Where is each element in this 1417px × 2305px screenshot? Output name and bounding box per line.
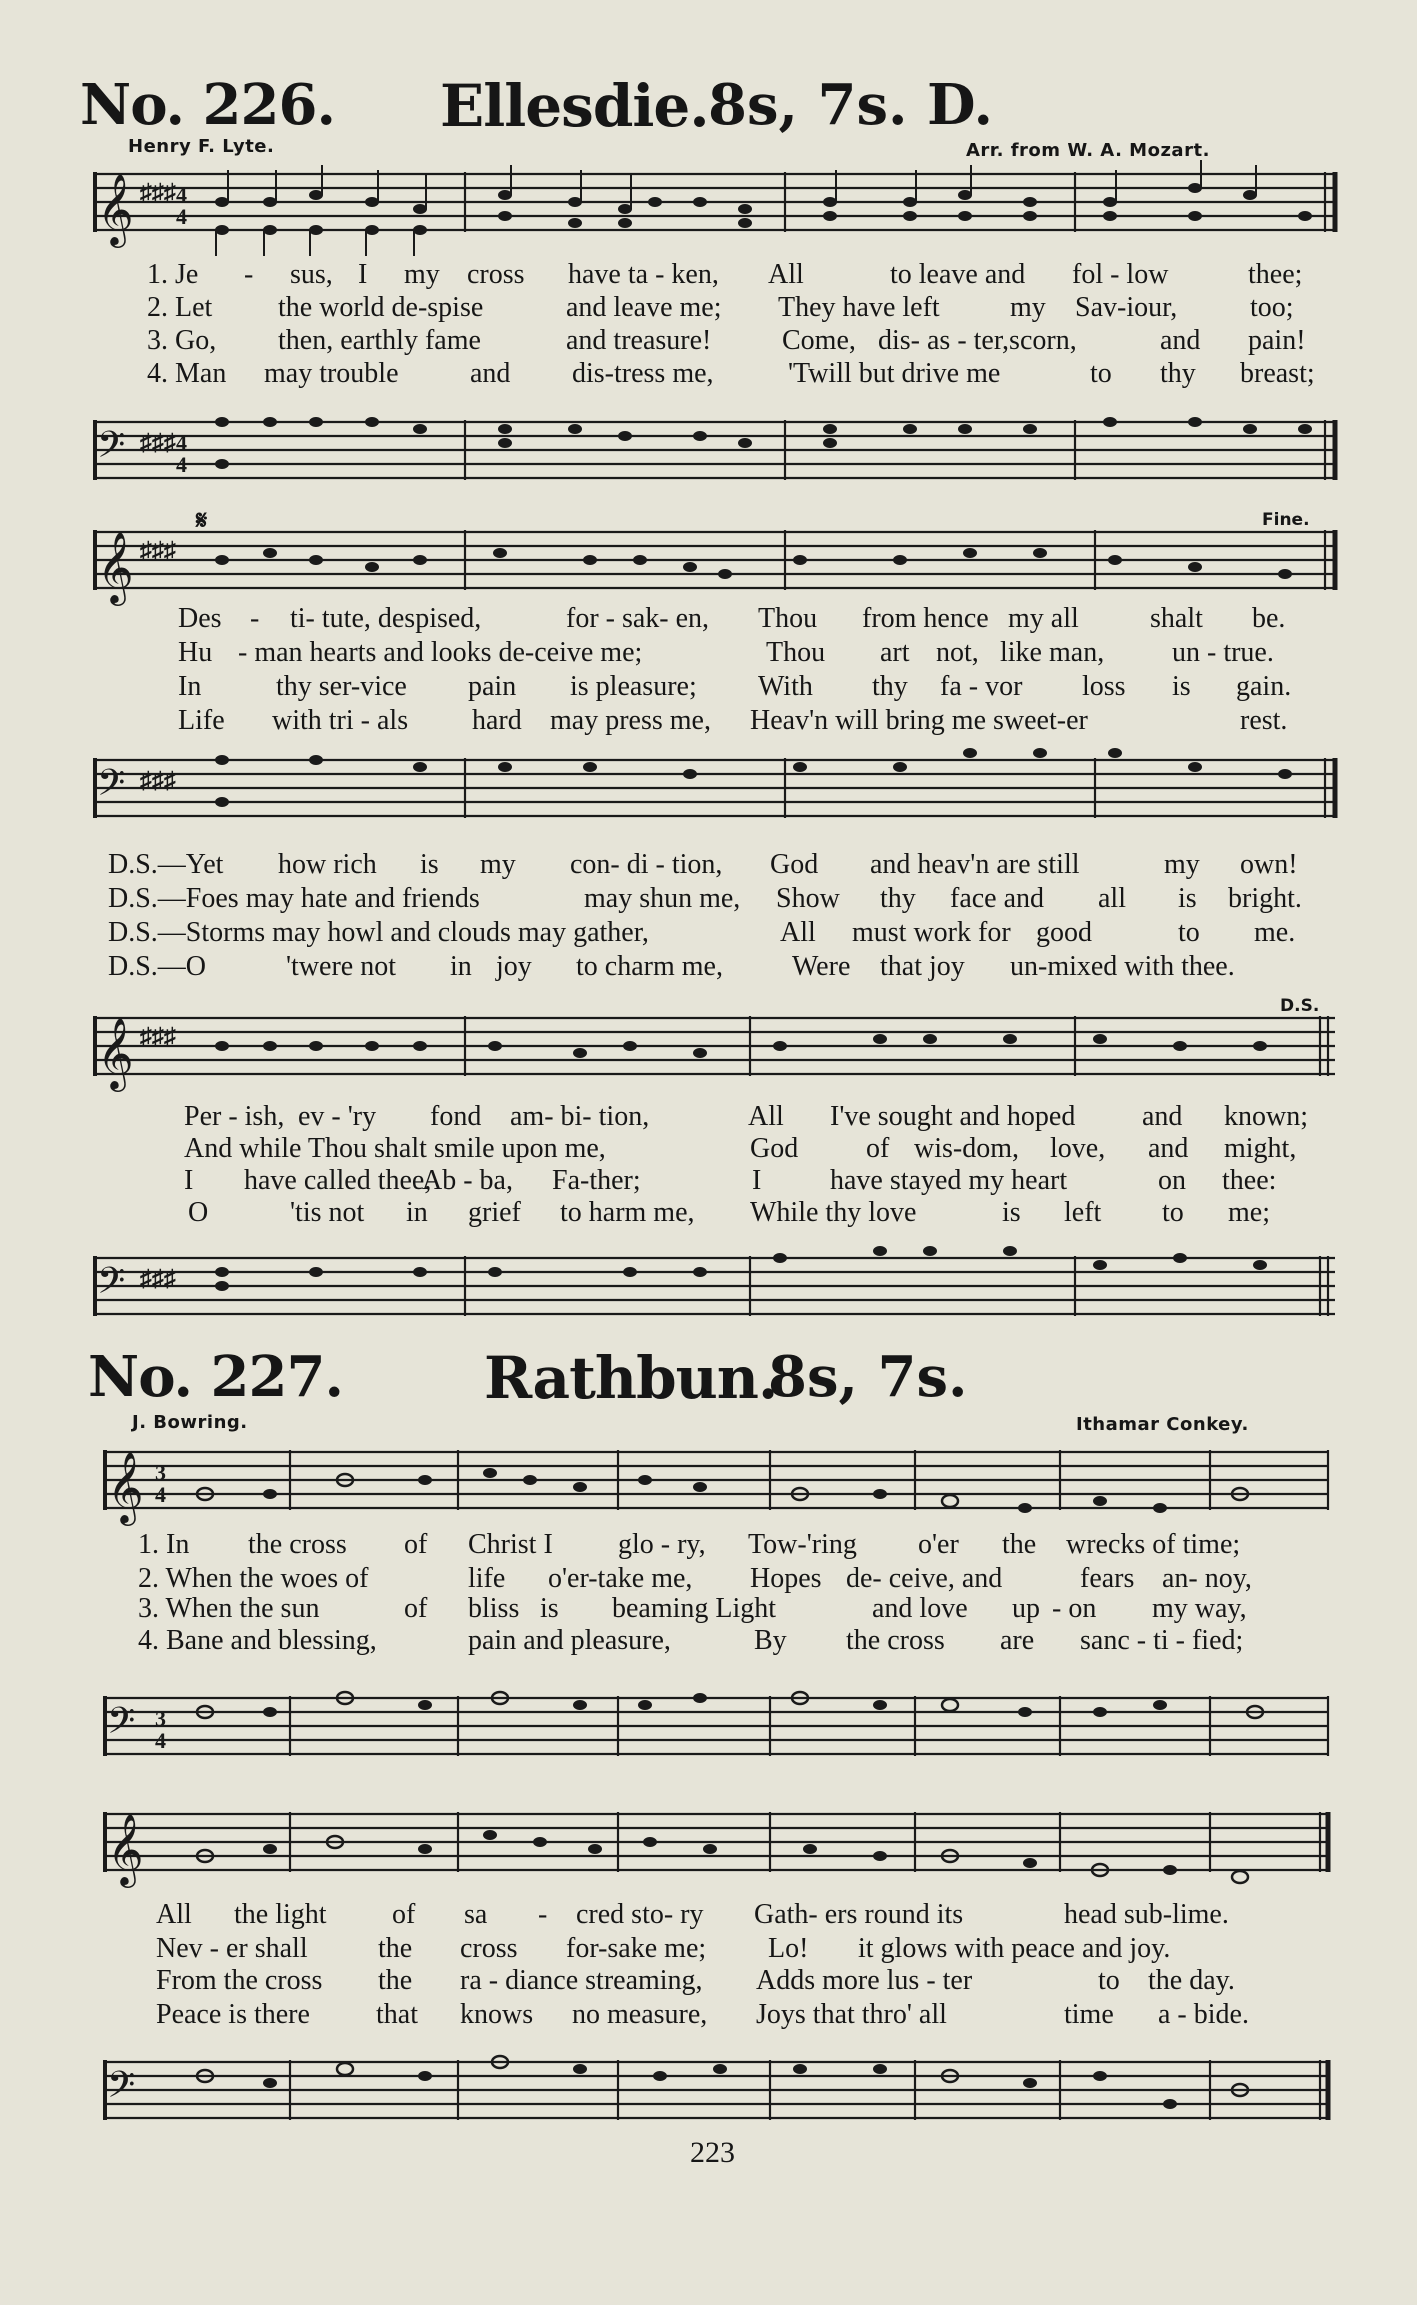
syllable: my all (1008, 603, 1079, 634)
syllable: Adds more lus - ter (756, 1965, 973, 1996)
syllable: breast; (1240, 358, 1315, 389)
syllable: is pleasure; (570, 671, 697, 702)
svg-text:♯♯♯: ♯♯♯ (140, 1266, 176, 1292)
syllable: too; (1250, 292, 1294, 323)
syllable: for-sake me; (566, 1933, 707, 1964)
hymn-227-header (80, 1344, 1337, 1424)
syllable: my (1164, 849, 1200, 880)
syllable: for - sak- en, (566, 603, 710, 634)
syllable: 4. Man (147, 358, 227, 389)
syllable: then, earthly fame (278, 325, 481, 356)
svg-text:4: 4 (176, 452, 187, 477)
treble-staff-227-system-2 (0, 1800, 1417, 1900)
syllable: Tow-'ring (748, 1529, 857, 1560)
syllable: cred sto- ry (576, 1899, 704, 1930)
verse-line (0, 1528, 1417, 1562)
syllable: All (748, 1101, 784, 1132)
svg-text:♯♯♯: ♯♯♯ (140, 768, 176, 794)
syllable: thy (1160, 358, 1196, 389)
bass-staff-227-system-2 (0, 2040, 1417, 2140)
verse-line (0, 1898, 1417, 1932)
syllable: Hu (178, 637, 213, 668)
hymn-number: No. 226. (80, 72, 335, 138)
hymn-meter: 8s, 7s. D. (708, 72, 994, 138)
syllable: me. (1254, 917, 1296, 948)
syllable: to (1090, 358, 1112, 389)
svg-text:♯♯♯: ♯♯♯ (140, 538, 176, 564)
syllable: Joys that thro' all (756, 1999, 947, 2030)
syllable: - on (1052, 1593, 1097, 1624)
svg-text:𝄢: 𝄢 (97, 763, 126, 812)
syllable: me; (1228, 1197, 1270, 1228)
syllable: Sav-iour, (1075, 292, 1178, 323)
composer-credit: Ithamar Conkey. (1076, 1414, 1249, 1435)
syllable: sus, (290, 259, 333, 290)
syllable: 3. When the sun (138, 1593, 320, 1624)
syllable: no measure, (572, 1999, 708, 2030)
syllable: is (420, 849, 439, 880)
svg-text:3: 3 (155, 1460, 166, 1485)
svg-text:𝄞: 𝄞 (107, 1454, 144, 1522)
verse-line (0, 1592, 1417, 1626)
hymn-meter: 8s, 7s. (768, 1344, 968, 1410)
syllable: the (378, 1965, 413, 1996)
syllable: 'Twill but drive me (788, 358, 1001, 389)
syllable: in (450, 951, 472, 982)
bass-staff-227-system-1 (0, 1676, 1417, 1776)
composer-credit: Arr. from W. A. Mozart. (966, 140, 1210, 161)
syllable: Nev - er shall (156, 1933, 308, 1964)
syllable: And while Thou shalt smile upon me, (184, 1133, 606, 1164)
syllable: thee: (1222, 1165, 1277, 1196)
syllable: God (750, 1133, 799, 1164)
syllable: not, (936, 637, 979, 668)
syllable: Were (792, 951, 851, 982)
bass-staff-system-1 (0, 400, 1417, 500)
verse-line (0, 1196, 1417, 1230)
syllable: and (1142, 1101, 1183, 1132)
svg-text:𝄢: 𝄢 (107, 2065, 136, 2114)
syllable: Lo! (768, 1933, 809, 1964)
verse-line (0, 1964, 1417, 1998)
syllable: may shun me, (584, 883, 741, 914)
treble-staff-system-3 (0, 1004, 1417, 1104)
syllable: to harm me, (560, 1197, 695, 1228)
syllable: thy ser-vice (276, 671, 407, 702)
syllable: cross (460, 1933, 518, 1964)
syllable: - (244, 259, 254, 290)
syllable: fa - vor (940, 671, 1023, 702)
syllable: own! (1240, 849, 1298, 880)
syllable: All (156, 1899, 192, 1930)
syllable: joy (496, 951, 532, 982)
syllable: am- bi- tion, (510, 1101, 650, 1132)
syllable: D.S.—Foes may hate and friends (108, 883, 480, 914)
syllable: my (1010, 292, 1046, 323)
verse-line (0, 1164, 1417, 1198)
syllable: Hopes (750, 1563, 822, 1594)
syllable: gain. (1236, 671, 1292, 702)
syllable: known; (1224, 1101, 1308, 1132)
hymn-title: Rathbun. (484, 1344, 778, 1412)
syllable: 2. Let (147, 292, 213, 323)
syllable: grief (468, 1197, 521, 1228)
treble-staff-227-system-1 (0, 1438, 1417, 1538)
syllable: I (184, 1165, 194, 1196)
syllable: God (770, 849, 819, 880)
syllable: art (880, 637, 910, 668)
fine-marker: Fine. (1262, 510, 1310, 530)
syllable: head sub-lime. (1064, 1899, 1229, 1930)
syllable: and (1148, 1133, 1189, 1164)
syllable: of (392, 1899, 416, 1930)
syllable: Thou (758, 603, 818, 634)
syllable: Per - ish, (184, 1101, 285, 1132)
verse-line (0, 1932, 1417, 1966)
syllable: left (1064, 1197, 1102, 1228)
syllable: with tri - als (272, 705, 409, 736)
syllable: of (866, 1133, 890, 1164)
syllable: thee; (1248, 259, 1303, 290)
syllable: Thou (766, 637, 826, 668)
syllable: While thy love (750, 1197, 917, 1228)
syllable: in (406, 1197, 428, 1228)
svg-text:♯♯♯: ♯♯♯ (140, 430, 176, 456)
syllable: D.S.—Yet (108, 849, 224, 880)
syllable: dis-tress me, (572, 358, 714, 389)
syllable: to charm me, (576, 951, 723, 982)
syllable: o'er-take me, (548, 1563, 693, 1594)
syllable: Show (776, 883, 840, 914)
syllable: a - bide. (1158, 1999, 1249, 2030)
syllable: of (404, 1529, 428, 1560)
syllable: fond (430, 1101, 482, 1132)
syllable: the cross (846, 1625, 945, 1656)
syllable: Heav'n will bring me sweet-er (750, 705, 1088, 736)
syllable: to (1098, 1965, 1120, 1996)
syllable: 'twere not (286, 951, 397, 982)
syllable: and (470, 358, 511, 389)
syllable: love, (1050, 1133, 1106, 1164)
ds-marker: D.S. (1280, 996, 1320, 1016)
syllable: of (404, 1593, 428, 1624)
svg-text:𝄢: 𝄢 (107, 1701, 136, 1750)
svg-text:3: 3 (155, 1706, 166, 1731)
syllable: is (1172, 671, 1191, 702)
syllable: that (376, 1999, 418, 2030)
syllable: fears (1080, 1563, 1135, 1594)
syllable: D.S.—Storms may howl and clouds may gather, (108, 917, 649, 948)
svg-text:4: 4 (176, 182, 187, 207)
syllable: I (752, 1165, 762, 1196)
syllable: Fa-ther; (552, 1165, 641, 1196)
syllable: and heav'n are still (870, 849, 1080, 880)
treble-staff-system-1 (0, 160, 1417, 260)
syllable: ev - 'ry (298, 1101, 377, 1132)
syllable: wis-dom, (914, 1133, 1019, 1164)
syllable: all (1098, 883, 1126, 914)
syllable: be. (1252, 603, 1286, 634)
verse-line (0, 1998, 1417, 2032)
syllable: my (480, 849, 516, 880)
syllable: loss (1082, 671, 1126, 702)
syllable: my (404, 259, 440, 290)
verse-line (0, 324, 1417, 358)
syllable: - (250, 603, 260, 634)
syllable: rest. (1240, 705, 1288, 736)
svg-text:4: 4 (176, 430, 187, 455)
svg-text:𝄞: 𝄞 (97, 1020, 134, 1088)
verse-line (0, 291, 1417, 325)
syllable: are (1000, 1625, 1035, 1656)
syllable: - man hearts and looks de-ceive me; (238, 637, 643, 668)
verse-line (0, 1624, 1417, 1658)
syllable: life (468, 1563, 506, 1594)
hymn-title: Ellesdie. (440, 72, 709, 140)
syllable: sa (464, 1899, 488, 1930)
syllable: Life (178, 705, 225, 736)
syllable: from hence (862, 603, 989, 634)
syllable: and (1160, 325, 1201, 356)
syllable: the (378, 1933, 413, 1964)
syllable: Peace is there (156, 1999, 310, 2030)
syllable: an- noy, (1162, 1563, 1252, 1594)
syllable: bliss (468, 1593, 520, 1624)
syllable: is (1178, 883, 1197, 914)
syllable: With (758, 671, 813, 702)
syllable: how rich (278, 849, 377, 880)
syllable: wrecks of time; (1066, 1529, 1241, 1560)
syllable: - (538, 1899, 548, 1930)
ds-line (0, 950, 1417, 984)
verse-line (0, 670, 1417, 704)
syllable: From the cross (156, 1965, 323, 1996)
syllable: my way, (1152, 1593, 1247, 1624)
syllable: is (1002, 1197, 1021, 1228)
lyricist-credit: J. Bowring. (132, 1412, 248, 1433)
verse-line (0, 704, 1417, 738)
verse-line (0, 357, 1417, 391)
syllable: shalt (1150, 603, 1203, 634)
svg-text:𝄞: 𝄞 (97, 534, 134, 602)
syllable: ra - diance streaming, (460, 1965, 703, 1996)
syllable: In (178, 671, 202, 702)
lyricist-credit: Henry F. Lyte. (128, 136, 275, 157)
svg-text:𝄞: 𝄞 (97, 176, 134, 244)
syllable: pain! (1248, 325, 1306, 356)
syllable: I (358, 259, 368, 290)
verse-line (0, 602, 1417, 636)
verse-line (0, 258, 1417, 292)
syllable: it glows with peace and joy. (858, 1933, 1171, 1964)
syllable: and treasure! (566, 325, 712, 356)
syllable: All (780, 917, 816, 948)
ds-line (0, 848, 1417, 882)
syllable: D.S.—O (108, 951, 207, 982)
syllable: and love (872, 1593, 968, 1624)
syllable: bright. (1228, 883, 1302, 914)
page-number: 223 (690, 2136, 735, 2169)
syllable: to (1162, 1197, 1184, 1228)
syllable: cross (467, 259, 525, 290)
syllable: have called thee, (244, 1165, 432, 1196)
svg-text:𝄢: 𝄢 (97, 1261, 126, 1310)
syllable: un - true. (1172, 637, 1274, 668)
svg-text:4: 4 (155, 1728, 166, 1753)
bass-staff-system-2 (0, 738, 1417, 838)
svg-text:♯♯♯: ♯♯♯ (140, 1024, 176, 1050)
bass-staff-system-3 (0, 1236, 1417, 1336)
syllable: time (1064, 1999, 1114, 2030)
syllable: must work for (852, 917, 1011, 948)
syllable: con- di - tion, (570, 849, 723, 880)
syllable: might, (1224, 1133, 1297, 1164)
syllable: that joy (880, 951, 965, 982)
syllable: 4. Bane and blessing, (138, 1625, 377, 1656)
hymn-number: No. 227. (88, 1344, 343, 1410)
syllable: face and (950, 883, 1045, 914)
syllable: un-mixed with thee. (1010, 951, 1235, 982)
syllable: Des (178, 603, 222, 634)
syllable: and leave me; (566, 292, 722, 323)
syllable: I've sought and hoped (830, 1101, 1076, 1132)
syllable: thy (880, 883, 916, 914)
syllable: o'er (918, 1529, 959, 1560)
syllable: have stayed my heart (830, 1165, 1068, 1196)
syllable: 3. Go, (147, 325, 217, 356)
syllable: 1. Je (147, 259, 199, 290)
syllable: to leave and (890, 259, 1026, 290)
svg-text:4: 4 (176, 204, 187, 229)
verse-line (0, 1562, 1417, 1596)
syllable: O (188, 1197, 209, 1228)
ds-line (0, 882, 1417, 916)
syllable: sanc - ti - fied; (1080, 1625, 1244, 1656)
verse-line (0, 1100, 1417, 1134)
syllable: may trouble (264, 358, 399, 389)
syllable: the world de-spise (278, 292, 484, 323)
syllable: By (754, 1625, 787, 1656)
syllable: 'tis not (290, 1197, 365, 1228)
svg-text:𝄢: 𝄢 (97, 425, 126, 474)
svg-text:𝄞: 𝄞 (107, 1816, 144, 1884)
syllable: is (540, 1593, 559, 1624)
syllable: on (1158, 1165, 1186, 1196)
syllable: the day. (1148, 1965, 1235, 1996)
svg-text:♯♯♯: ♯♯♯ (140, 180, 176, 206)
verse-line (0, 636, 1417, 670)
syllable: pain (468, 671, 517, 702)
syllable: hard (472, 705, 522, 736)
syllable: ti- tute, despised, (290, 603, 482, 634)
syllable: to (1178, 917, 1200, 948)
syllable: pain and pleasure, (468, 1625, 671, 1656)
ds-line (0, 916, 1417, 950)
segno-marker: 𝄋 (196, 506, 208, 536)
syllable: Come, (782, 325, 856, 356)
syllable: like man, (1000, 637, 1105, 668)
syllable: good (1036, 917, 1092, 948)
syllable: beaming Light (612, 1593, 777, 1624)
syllable: the (1002, 1529, 1037, 1560)
syllable: knows (460, 1999, 534, 2030)
svg-text:4: 4 (155, 1482, 166, 1507)
syllable: They have left (778, 292, 940, 323)
syllable: 1. In (138, 1529, 190, 1560)
syllable: have ta - ken, (568, 259, 719, 290)
syllable: up (1012, 1593, 1040, 1624)
syllable: dis- as - ter,scorn, (878, 325, 1077, 356)
syllable: the cross (248, 1529, 347, 1560)
syllable: may press me, (550, 705, 711, 736)
verse-line (0, 1132, 1417, 1166)
syllable: 2. When the woes of (138, 1563, 369, 1594)
syllable: Christ I (468, 1529, 553, 1560)
syllable: the light (234, 1899, 327, 1930)
syllable: Ab - ba, (422, 1165, 513, 1196)
syllable: All (768, 259, 804, 290)
syllable: fol - low (1072, 259, 1169, 290)
syllable: de- ceive, and (846, 1563, 1003, 1594)
syllable: thy (872, 671, 908, 702)
syllable: glo - ry, (618, 1529, 706, 1560)
syllable: Gath- ers round its (754, 1899, 964, 1930)
